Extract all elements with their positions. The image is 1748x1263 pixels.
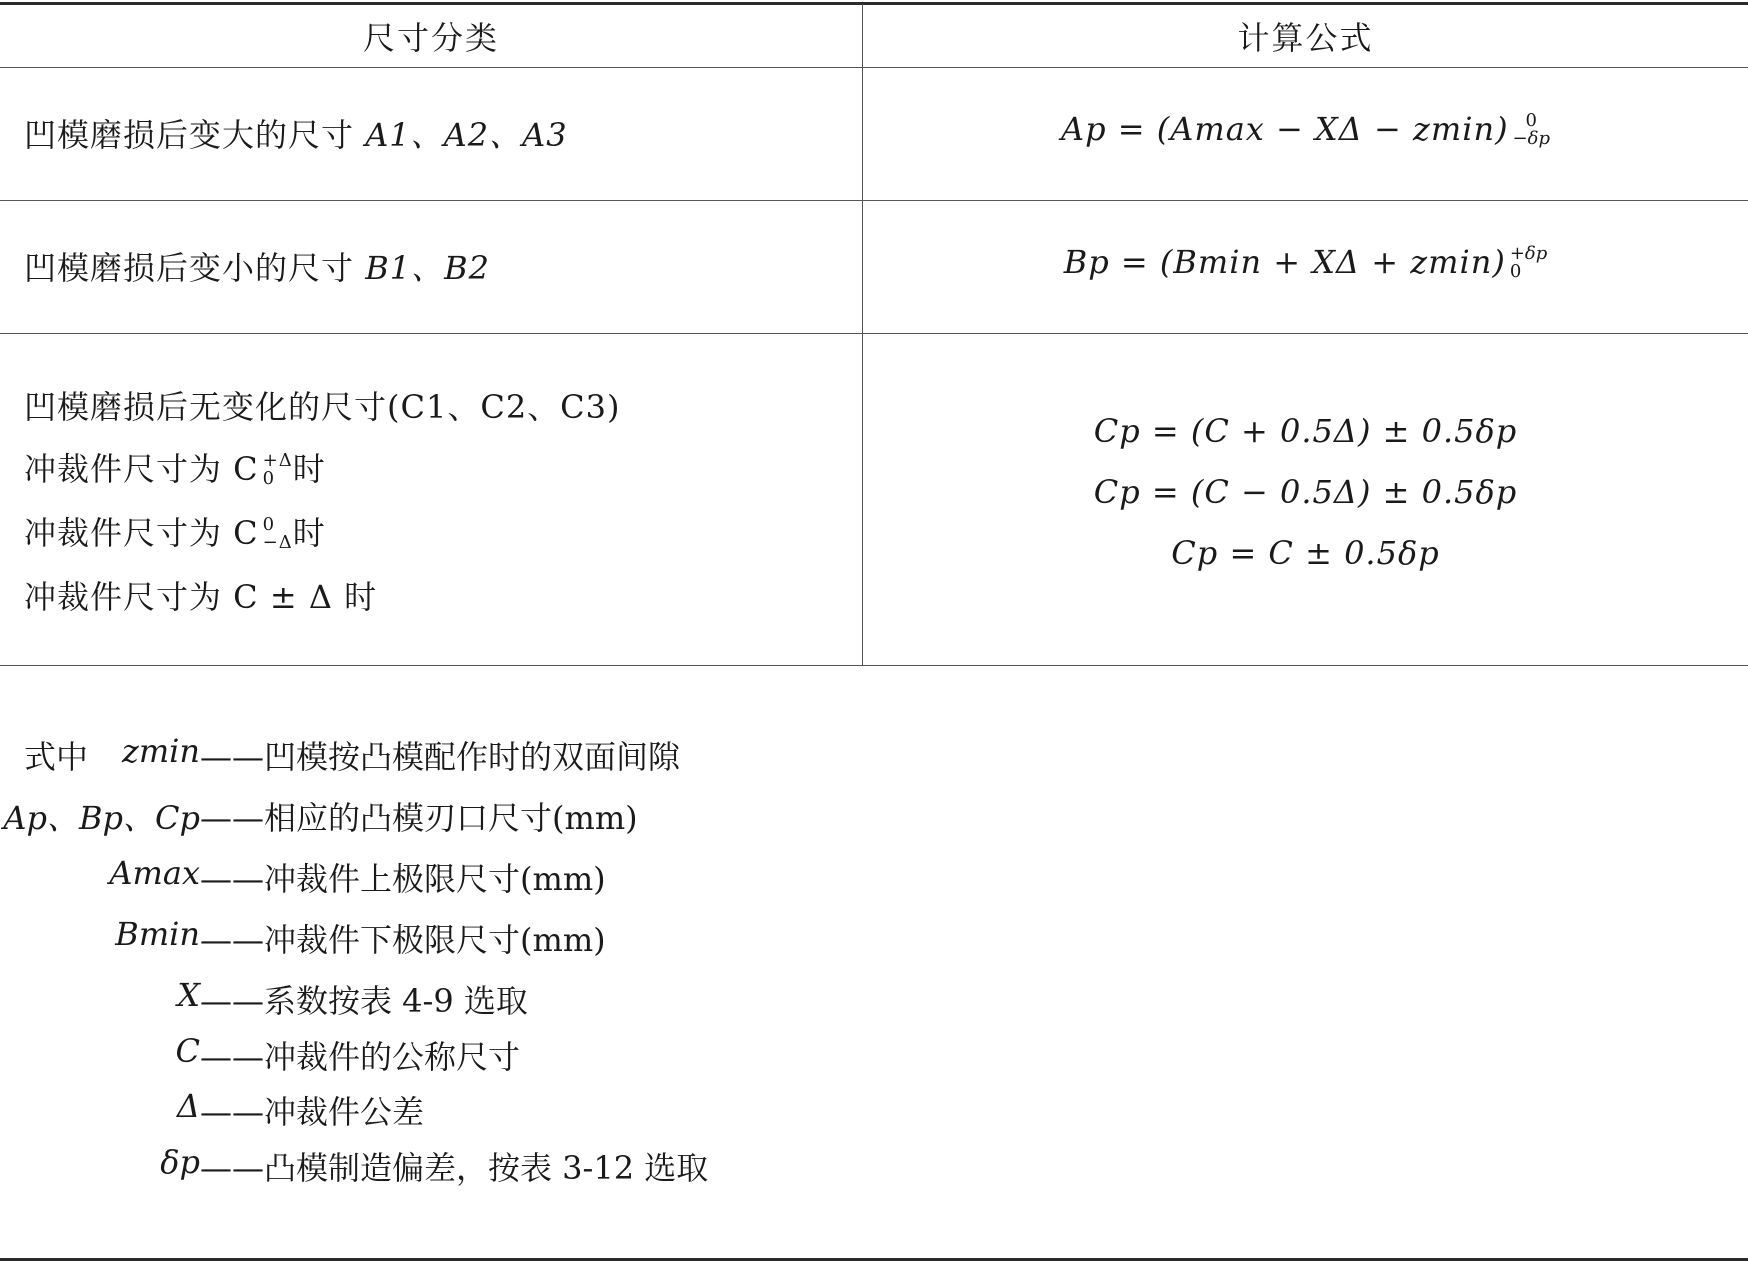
row2-formula-main: Bp = (Bmin + XΔ + zmin) — [1063, 243, 1506, 281]
legend-symbol-x: X — [177, 976, 200, 1014]
row1-formula-main: Ap = (Amax − XΔ − zmin) — [1061, 110, 1509, 148]
legend-symbol-c: C — [175, 1032, 200, 1070]
legend-intro: 式中 — [24, 738, 89, 776]
legend-symbol-amax: Amax — [109, 854, 200, 892]
header-formula: 计算公式 — [1237, 19, 1374, 57]
legend-symbol-bmin: Bmin — [115, 915, 200, 953]
row1-tolerance-lower: −δp — [1512, 127, 1550, 149]
legend-desc-amax: ——冲裁件上极限尺寸(mm) — [200, 860, 606, 898]
legend-item — [0, 1032, 740, 1078]
page-bottom-rule — [0, 1258, 1748, 1261]
row1-category — [24, 110, 568, 156]
legend-item — [0, 1143, 740, 1189]
row3-line2-suffix: 时 — [292, 450, 326, 488]
row-divider-2 — [0, 333, 1748, 334]
row3-formula-1: Cp = (C + 0.5Δ) ± 0.5δp — [1093, 412, 1518, 450]
row3-category-line1: 凹模磨损后无变化的尺寸(C1、C2、C3) — [24, 388, 621, 426]
row3-category-line4: 冲裁件尺寸为 C ± Δ 时 — [24, 578, 378, 616]
row3-line2-lower: 0 — [262, 467, 276, 489]
row3-line2-tolerance — [262, 449, 293, 489]
row1-formula — [863, 110, 1748, 150]
row3-line2-upper: +Δ — [262, 449, 293, 471]
row2-tolerance — [1509, 242, 1548, 282]
row3-line3-tolerance — [262, 513, 293, 553]
legend-desc-x: ——系数按表 4-9 选取 — [200, 982, 528, 1020]
row3-line3-upper: 0 — [262, 513, 276, 535]
row3-category-line2 — [24, 444, 326, 490]
row3-formula-2: Cp = (C − 0.5Δ) ± 0.5δp — [1093, 473, 1518, 511]
row3-line3-prefix: 冲裁件尺寸为 C — [24, 514, 259, 552]
legend-item — [0, 854, 740, 900]
legend-symbol-delta: Δ — [176, 1087, 200, 1125]
legend-desc-ap-bp-cp: ——相应的凸模刃口尺寸(mm) — [200, 799, 638, 837]
row2-category-vars: B1、B2 — [365, 249, 490, 287]
table-top-rule — [0, 2, 1748, 5]
row3-category-line3 — [24, 508, 326, 554]
legend-item — [0, 1087, 740, 1133]
header-category: 尺寸分类 — [362, 19, 499, 57]
legend-desc-zmin: ——凹模按凸模配作时的双面间隙 — [200, 738, 681, 776]
legend-item — [0, 793, 740, 839]
row2-tolerance-lower: 0 — [1509, 260, 1522, 282]
row2-formula — [863, 243, 1748, 283]
table-bottom-rule — [0, 665, 1748, 666]
legend-item — [0, 976, 740, 1022]
legend-desc-deltap: ——凸模制造偏差，按表 3-12 选取 — [200, 1149, 709, 1187]
legend-item — [0, 915, 740, 961]
row2-category — [24, 243, 490, 289]
row3-line2-prefix: 冲裁件尺寸为 C — [24, 450, 259, 488]
legend-symbol-ap-bp-cp: Ap、Bp、Cp — [3, 799, 200, 837]
row3-formula-3: Cp = C ± 0.5δp — [1171, 534, 1440, 572]
row2-tolerance-upper: +δp — [1509, 242, 1548, 264]
legend-item — [0, 732, 740, 778]
legend-desc-delta: ——冲裁件公差 — [200, 1093, 425, 1131]
legend-symbol-deltap: δp — [160, 1143, 200, 1181]
row2-category-text: 凹模磨损后变小的尺寸 — [24, 249, 355, 287]
row1-category-vars: A1、A2、A3 — [365, 116, 568, 154]
row-divider-1 — [0, 200, 1748, 201]
legend — [0, 732, 740, 1192]
legend-desc-c: ——冲裁件的公称尺寸 — [200, 1038, 521, 1076]
row3-line3-lower: −Δ — [262, 531, 293, 553]
row1-tolerance — [1512, 109, 1550, 149]
header-divider — [0, 67, 1748, 68]
row1-tolerance-upper: 0 — [1525, 109, 1537, 131]
legend-desc-bmin: ——冲裁件下极限尺寸(mm) — [200, 921, 606, 959]
row3-line3-suffix: 时 — [292, 514, 326, 552]
legend-symbol-zmin: zmin — [121, 732, 200, 770]
row1-category-text: 凹模磨损后变大的尺寸 — [24, 116, 355, 154]
